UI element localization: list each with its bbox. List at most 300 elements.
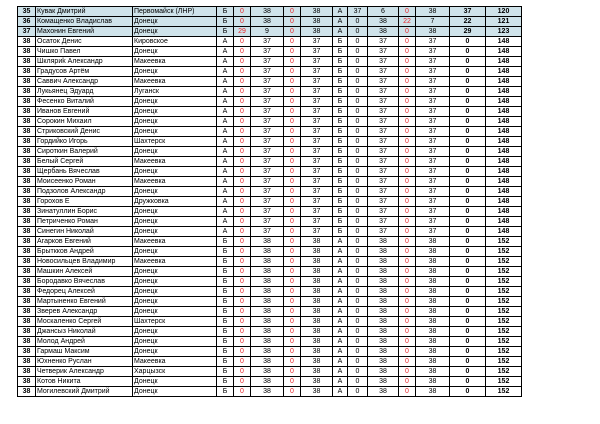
total-cell: 0 bbox=[450, 227, 486, 237]
place-cell: 38 bbox=[18, 237, 36, 247]
score-cell: 37 bbox=[368, 97, 399, 107]
score-cell: 0 bbox=[348, 317, 368, 327]
table-row bbox=[18, 137, 522, 147]
error-cell: 0 bbox=[399, 367, 416, 377]
score-cell: 38 bbox=[416, 317, 450, 327]
score-cell: 37 bbox=[368, 217, 399, 227]
name-cell: Агарков Евгений bbox=[36, 237, 133, 247]
score-cell: 38 bbox=[301, 257, 333, 267]
error-cell: 0 bbox=[399, 377, 416, 387]
error-cell: 0 bbox=[284, 337, 301, 347]
final-score-cell: 148 bbox=[486, 87, 522, 97]
table-row bbox=[18, 27, 522, 37]
group-cell: Б bbox=[217, 287, 234, 297]
table-row bbox=[18, 87, 522, 97]
place-cell: 38 bbox=[18, 157, 36, 167]
city-cell: Донецк bbox=[133, 327, 217, 337]
error-cell: 0 bbox=[284, 137, 301, 147]
error-cell: 0 bbox=[399, 77, 416, 87]
error-cell: 0 bbox=[284, 367, 301, 377]
score-cell: 38 bbox=[251, 277, 284, 287]
total-cell: 0 bbox=[450, 267, 486, 277]
score-cell: 37 bbox=[301, 207, 333, 217]
score-cell: 38 bbox=[368, 247, 399, 257]
error-cell: 0 bbox=[284, 237, 301, 247]
group-cell: А bbox=[217, 137, 234, 147]
place-cell: 38 bbox=[18, 147, 36, 157]
total-cell: 0 bbox=[450, 187, 486, 197]
place-cell: 35 bbox=[18, 7, 36, 17]
error-cell: 0 bbox=[234, 257, 251, 267]
score-cell: 37 bbox=[368, 107, 399, 117]
table-row bbox=[18, 277, 522, 287]
group-cell: Б bbox=[333, 227, 348, 237]
score-cell: 0 bbox=[348, 297, 368, 307]
score-cell: 0 bbox=[348, 347, 368, 357]
score-cell: 37 bbox=[251, 157, 284, 167]
group-cell: Б bbox=[333, 157, 348, 167]
table-row bbox=[18, 117, 522, 127]
place-cell: 38 bbox=[18, 307, 36, 317]
group-cell: Б bbox=[217, 337, 234, 347]
score-cell: 37 bbox=[368, 77, 399, 87]
score-cell: 37 bbox=[368, 227, 399, 237]
total-cell: 0 bbox=[450, 287, 486, 297]
score-cell: 37 bbox=[368, 137, 399, 147]
score-cell: 37 bbox=[416, 157, 450, 167]
score-cell: 37 bbox=[301, 197, 333, 207]
score-cell: 37 bbox=[251, 217, 284, 227]
score-cell: 38 bbox=[301, 27, 333, 37]
place-cell: 38 bbox=[18, 387, 36, 397]
table-row bbox=[18, 227, 522, 237]
name-cell: Гармаш Максим bbox=[36, 347, 133, 357]
group-cell: Б bbox=[217, 17, 234, 27]
group-cell: Б bbox=[333, 117, 348, 127]
score-cell: 0 bbox=[348, 77, 368, 87]
score-cell: 38 bbox=[251, 317, 284, 327]
total-cell: 37 bbox=[450, 7, 486, 17]
total-cell: 0 bbox=[450, 37, 486, 47]
total-cell: 0 bbox=[450, 387, 486, 397]
error-cell: 0 bbox=[284, 187, 301, 197]
total-cell: 0 bbox=[450, 87, 486, 97]
error-cell: 0 bbox=[284, 27, 301, 37]
score-cell: 38 bbox=[251, 237, 284, 247]
error-cell: 0 bbox=[234, 107, 251, 117]
group-cell: Б bbox=[333, 57, 348, 67]
group-cell: Б bbox=[333, 87, 348, 97]
score-cell: 38 bbox=[368, 27, 399, 37]
total-cell: 0 bbox=[450, 317, 486, 327]
place-cell: 38 bbox=[18, 127, 36, 137]
group-cell: Б bbox=[217, 7, 234, 17]
group-cell: Б bbox=[217, 317, 234, 327]
error-cell: 0 bbox=[284, 117, 301, 127]
final-score-cell: 152 bbox=[486, 387, 522, 397]
score-cell: 37 bbox=[416, 77, 450, 87]
total-cell: 0 bbox=[450, 357, 486, 367]
error-cell: 0 bbox=[284, 387, 301, 397]
score-cell: 37 bbox=[251, 57, 284, 67]
score-cell: 6 bbox=[368, 7, 399, 17]
name-cell: Сорокин Михаил bbox=[36, 117, 133, 127]
score-cell: 37 bbox=[301, 87, 333, 97]
error-cell: 0 bbox=[399, 257, 416, 267]
group-cell: А bbox=[333, 257, 348, 267]
total-cell: 0 bbox=[450, 177, 486, 187]
table-row bbox=[18, 307, 522, 317]
place-cell: 38 bbox=[18, 347, 36, 357]
score-cell: 38 bbox=[368, 337, 399, 347]
error-cell: 0 bbox=[284, 377, 301, 387]
score-cell: 38 bbox=[416, 27, 450, 37]
error-cell: 0 bbox=[399, 227, 416, 237]
group-cell: Б bbox=[217, 247, 234, 257]
score-cell: 37 bbox=[301, 127, 333, 137]
error-cell: 0 bbox=[284, 37, 301, 47]
error-cell: 0 bbox=[234, 287, 251, 297]
total-cell: 0 bbox=[450, 247, 486, 257]
score-cell: 37 bbox=[416, 177, 450, 187]
error-cell: 0 bbox=[399, 7, 416, 17]
score-cell: 37 bbox=[368, 187, 399, 197]
group-cell: А bbox=[217, 217, 234, 227]
table-row bbox=[18, 17, 522, 27]
group-cell: А bbox=[217, 87, 234, 97]
group-cell: Б bbox=[217, 367, 234, 377]
error-cell: 0 bbox=[284, 147, 301, 157]
table-row bbox=[18, 207, 522, 217]
city-cell: Макеевка bbox=[133, 237, 217, 247]
place-cell: 38 bbox=[18, 227, 36, 237]
name-cell: Четверик Александр bbox=[36, 367, 133, 377]
city-cell: Харцызск bbox=[133, 367, 217, 377]
name-cell: Стриковский Денис bbox=[36, 127, 133, 137]
group-cell: Б bbox=[333, 207, 348, 217]
group-cell: А bbox=[333, 297, 348, 307]
name-cell: Моисеенко Роман bbox=[36, 177, 133, 187]
table-row bbox=[18, 177, 522, 187]
error-cell: 0 bbox=[234, 167, 251, 177]
city-cell: Донецк bbox=[133, 347, 217, 357]
group-cell: А bbox=[217, 227, 234, 237]
error-cell: 0 bbox=[399, 187, 416, 197]
error-cell: 0 bbox=[234, 337, 251, 347]
score-cell: 0 bbox=[348, 257, 368, 267]
score-cell: 0 bbox=[348, 377, 368, 387]
group-cell: Б bbox=[333, 147, 348, 157]
score-cell: 37 bbox=[416, 147, 450, 157]
score-cell: 37 bbox=[416, 227, 450, 237]
table-row bbox=[18, 247, 522, 257]
place-cell: 38 bbox=[18, 187, 36, 197]
name-cell: Москаленко Сергей bbox=[36, 317, 133, 327]
group-cell: А bbox=[333, 387, 348, 397]
score-cell: 37 bbox=[251, 227, 284, 237]
total-cell: 0 bbox=[450, 217, 486, 227]
error-cell: 22 bbox=[399, 17, 416, 27]
group-cell: Б bbox=[217, 267, 234, 277]
error-cell: 0 bbox=[234, 97, 251, 107]
name-cell: Сироткин Валерий bbox=[36, 147, 133, 157]
error-cell: 0 bbox=[399, 177, 416, 187]
final-score-cell: 148 bbox=[486, 137, 522, 147]
score-cell: 37 bbox=[416, 87, 450, 97]
error-cell: 0 bbox=[284, 57, 301, 67]
final-score-cell: 121 bbox=[486, 17, 522, 27]
total-cell: 0 bbox=[450, 137, 486, 147]
error-cell: 0 bbox=[234, 77, 251, 87]
error-cell: 0 bbox=[234, 297, 251, 307]
group-cell: Б bbox=[333, 197, 348, 207]
table-row bbox=[18, 67, 522, 77]
score-cell: 0 bbox=[348, 357, 368, 367]
table-row bbox=[18, 127, 522, 137]
final-score-cell: 148 bbox=[486, 37, 522, 47]
score-cell: 37 bbox=[301, 157, 333, 167]
group-cell: А bbox=[333, 357, 348, 367]
error-cell: 0 bbox=[284, 357, 301, 367]
place-cell: 38 bbox=[18, 337, 36, 347]
error-cell: 0 bbox=[234, 37, 251, 47]
final-score-cell: 152 bbox=[486, 337, 522, 347]
name-cell: Джансыз Николай bbox=[36, 327, 133, 337]
score-cell: 37 bbox=[251, 147, 284, 157]
score-cell: 37 bbox=[416, 187, 450, 197]
score-cell: 38 bbox=[368, 357, 399, 367]
name-cell: Петриченко Роман bbox=[36, 217, 133, 227]
table-row bbox=[18, 167, 522, 177]
group-cell: А bbox=[217, 77, 234, 87]
name-cell: Котов Никита bbox=[36, 377, 133, 387]
total-cell: 0 bbox=[450, 127, 486, 137]
error-cell: 0 bbox=[234, 247, 251, 257]
score-cell: 38 bbox=[368, 237, 399, 247]
score-cell: 38 bbox=[301, 267, 333, 277]
city-cell: Первомайск (ЛНР) bbox=[133, 7, 217, 17]
score-cell: 0 bbox=[348, 207, 368, 217]
final-score-cell: 148 bbox=[486, 117, 522, 127]
table-row bbox=[18, 367, 522, 377]
results-table bbox=[17, 6, 522, 397]
score-cell: 38 bbox=[251, 7, 284, 17]
error-cell: 0 bbox=[399, 207, 416, 217]
group-cell: Б bbox=[217, 347, 234, 357]
score-cell: 38 bbox=[251, 267, 284, 277]
city-cell: Макеевка bbox=[133, 157, 217, 167]
table-row bbox=[18, 257, 522, 267]
table-row bbox=[18, 357, 522, 367]
table-row bbox=[18, 327, 522, 337]
error-cell: 0 bbox=[284, 107, 301, 117]
error-cell: 0 bbox=[234, 47, 251, 57]
error-cell: 0 bbox=[399, 57, 416, 67]
group-cell: А bbox=[217, 167, 234, 177]
score-cell: 37 bbox=[251, 177, 284, 187]
table-row bbox=[18, 317, 522, 327]
score-cell: 0 bbox=[348, 287, 368, 297]
error-cell: 0 bbox=[399, 317, 416, 327]
score-cell: 0 bbox=[348, 17, 368, 27]
group-cell: Б bbox=[333, 177, 348, 187]
score-cell: 0 bbox=[348, 87, 368, 97]
error-cell: 0 bbox=[234, 207, 251, 217]
name-cell: Федорец Алексей bbox=[36, 287, 133, 297]
group-cell: Б bbox=[217, 277, 234, 287]
score-cell: 38 bbox=[416, 247, 450, 257]
final-score-cell: 152 bbox=[486, 317, 522, 327]
score-cell: 37 bbox=[251, 137, 284, 147]
score-cell: 0 bbox=[348, 37, 368, 47]
score-cell: 0 bbox=[348, 327, 368, 337]
score-cell: 38 bbox=[301, 237, 333, 247]
score-cell: 38 bbox=[368, 387, 399, 397]
name-cell: Шкляриk Александр bbox=[36, 57, 133, 67]
name-cell: Бородавко Вячеслав bbox=[36, 277, 133, 287]
error-cell: 0 bbox=[234, 267, 251, 277]
error-cell: 0 bbox=[284, 167, 301, 177]
score-cell: 38 bbox=[301, 247, 333, 257]
score-cell: 37 bbox=[301, 77, 333, 87]
place-cell: 38 bbox=[18, 287, 36, 297]
total-cell: 0 bbox=[450, 167, 486, 177]
table-row bbox=[18, 37, 522, 47]
score-cell: 37 bbox=[368, 127, 399, 137]
name-cell: Щербань Вячеслав bbox=[36, 167, 133, 177]
city-cell: Донецк bbox=[133, 97, 217, 107]
error-cell: 0 bbox=[399, 107, 416, 117]
city-cell: Донецк bbox=[133, 47, 217, 57]
final-score-cell: 152 bbox=[486, 377, 522, 387]
total-cell: 0 bbox=[450, 117, 486, 127]
group-cell: Б bbox=[333, 217, 348, 227]
error-cell: 0 bbox=[399, 137, 416, 147]
group-cell: А bbox=[217, 107, 234, 117]
score-cell: 37 bbox=[368, 117, 399, 127]
total-cell: 0 bbox=[450, 97, 486, 107]
error-cell: 0 bbox=[284, 47, 301, 57]
error-cell: 0 bbox=[399, 357, 416, 367]
place-cell: 38 bbox=[18, 317, 36, 327]
score-cell: 0 bbox=[348, 307, 368, 317]
score-cell: 37 bbox=[301, 67, 333, 77]
score-cell: 38 bbox=[416, 387, 450, 397]
score-cell: 38 bbox=[251, 377, 284, 387]
place-cell: 38 bbox=[18, 247, 36, 257]
total-cell: 0 bbox=[450, 67, 486, 77]
total-cell: 29 bbox=[450, 27, 486, 37]
score-cell: 38 bbox=[301, 327, 333, 337]
group-cell: Б bbox=[333, 137, 348, 147]
place-cell: 38 bbox=[18, 87, 36, 97]
error-cell: 0 bbox=[234, 147, 251, 157]
score-cell: 37 bbox=[301, 227, 333, 237]
score-cell: 0 bbox=[348, 197, 368, 207]
total-cell: 0 bbox=[450, 57, 486, 67]
score-cell: 37 bbox=[416, 107, 450, 117]
table-row bbox=[18, 217, 522, 227]
error-cell: 0 bbox=[234, 387, 251, 397]
name-cell: Горохов Е bbox=[36, 197, 133, 207]
error-cell: 0 bbox=[234, 7, 251, 17]
score-cell: 0 bbox=[348, 157, 368, 167]
error-cell: 0 bbox=[234, 187, 251, 197]
score-cell: 37 bbox=[301, 57, 333, 67]
score-cell: 37 bbox=[368, 207, 399, 217]
group-cell: Б bbox=[333, 107, 348, 117]
group-cell: А bbox=[217, 197, 234, 207]
error-cell: 0 bbox=[399, 37, 416, 47]
city-cell: Донецк bbox=[133, 247, 217, 257]
place-cell: 38 bbox=[18, 267, 36, 277]
group-cell: Б bbox=[217, 297, 234, 307]
total-cell: 0 bbox=[450, 377, 486, 387]
score-cell: 38 bbox=[301, 17, 333, 27]
error-cell: 0 bbox=[399, 157, 416, 167]
error-cell: 0 bbox=[234, 197, 251, 207]
error-cell: 0 bbox=[399, 197, 416, 207]
group-cell: А bbox=[217, 117, 234, 127]
place-cell: 38 bbox=[18, 77, 36, 87]
error-cell: 0 bbox=[234, 367, 251, 377]
error-cell: 0 bbox=[234, 67, 251, 77]
score-cell: 38 bbox=[368, 347, 399, 357]
error-cell: 0 bbox=[284, 327, 301, 337]
final-score-cell: 152 bbox=[486, 307, 522, 317]
score-cell: 38 bbox=[368, 327, 399, 337]
city-cell: Донецк bbox=[133, 147, 217, 157]
name-cell: Иванов Евгений bbox=[36, 107, 133, 117]
city-cell: Донецк bbox=[133, 227, 217, 237]
error-cell: 0 bbox=[234, 157, 251, 167]
score-cell: 38 bbox=[251, 297, 284, 307]
error-cell: 0 bbox=[234, 137, 251, 147]
score-cell: 38 bbox=[416, 297, 450, 307]
place-cell: 38 bbox=[18, 297, 36, 307]
total-cell: 0 bbox=[450, 327, 486, 337]
error-cell: 0 bbox=[234, 177, 251, 187]
score-cell: 38 bbox=[416, 347, 450, 357]
city-cell: Донецк bbox=[133, 117, 217, 127]
total-cell: 0 bbox=[450, 47, 486, 57]
final-score-cell: 152 bbox=[486, 277, 522, 287]
total-cell: 0 bbox=[450, 157, 486, 167]
error-cell: 0 bbox=[284, 257, 301, 267]
table-row bbox=[18, 77, 522, 87]
score-cell: 37 bbox=[368, 157, 399, 167]
score-cell: 0 bbox=[348, 217, 368, 227]
score-cell: 37 bbox=[251, 77, 284, 87]
score-cell: 37 bbox=[416, 67, 450, 77]
city-cell: Донецк bbox=[133, 217, 217, 227]
score-cell: 38 bbox=[368, 17, 399, 27]
score-cell: 37 bbox=[251, 167, 284, 177]
error-cell: 0 bbox=[399, 387, 416, 397]
score-cell: 37 bbox=[301, 37, 333, 47]
score-cell: 0 bbox=[348, 47, 368, 57]
error-cell: 0 bbox=[284, 157, 301, 167]
score-cell: 38 bbox=[251, 17, 284, 27]
score-cell: 0 bbox=[348, 177, 368, 187]
final-score-cell: 148 bbox=[486, 97, 522, 107]
error-cell: 0 bbox=[399, 97, 416, 107]
final-score-cell: 152 bbox=[486, 297, 522, 307]
score-cell: 37 bbox=[368, 37, 399, 47]
name-cell: Зверев Александр bbox=[36, 307, 133, 317]
score-cell: 37 bbox=[301, 217, 333, 227]
total-cell: 0 bbox=[450, 257, 486, 267]
